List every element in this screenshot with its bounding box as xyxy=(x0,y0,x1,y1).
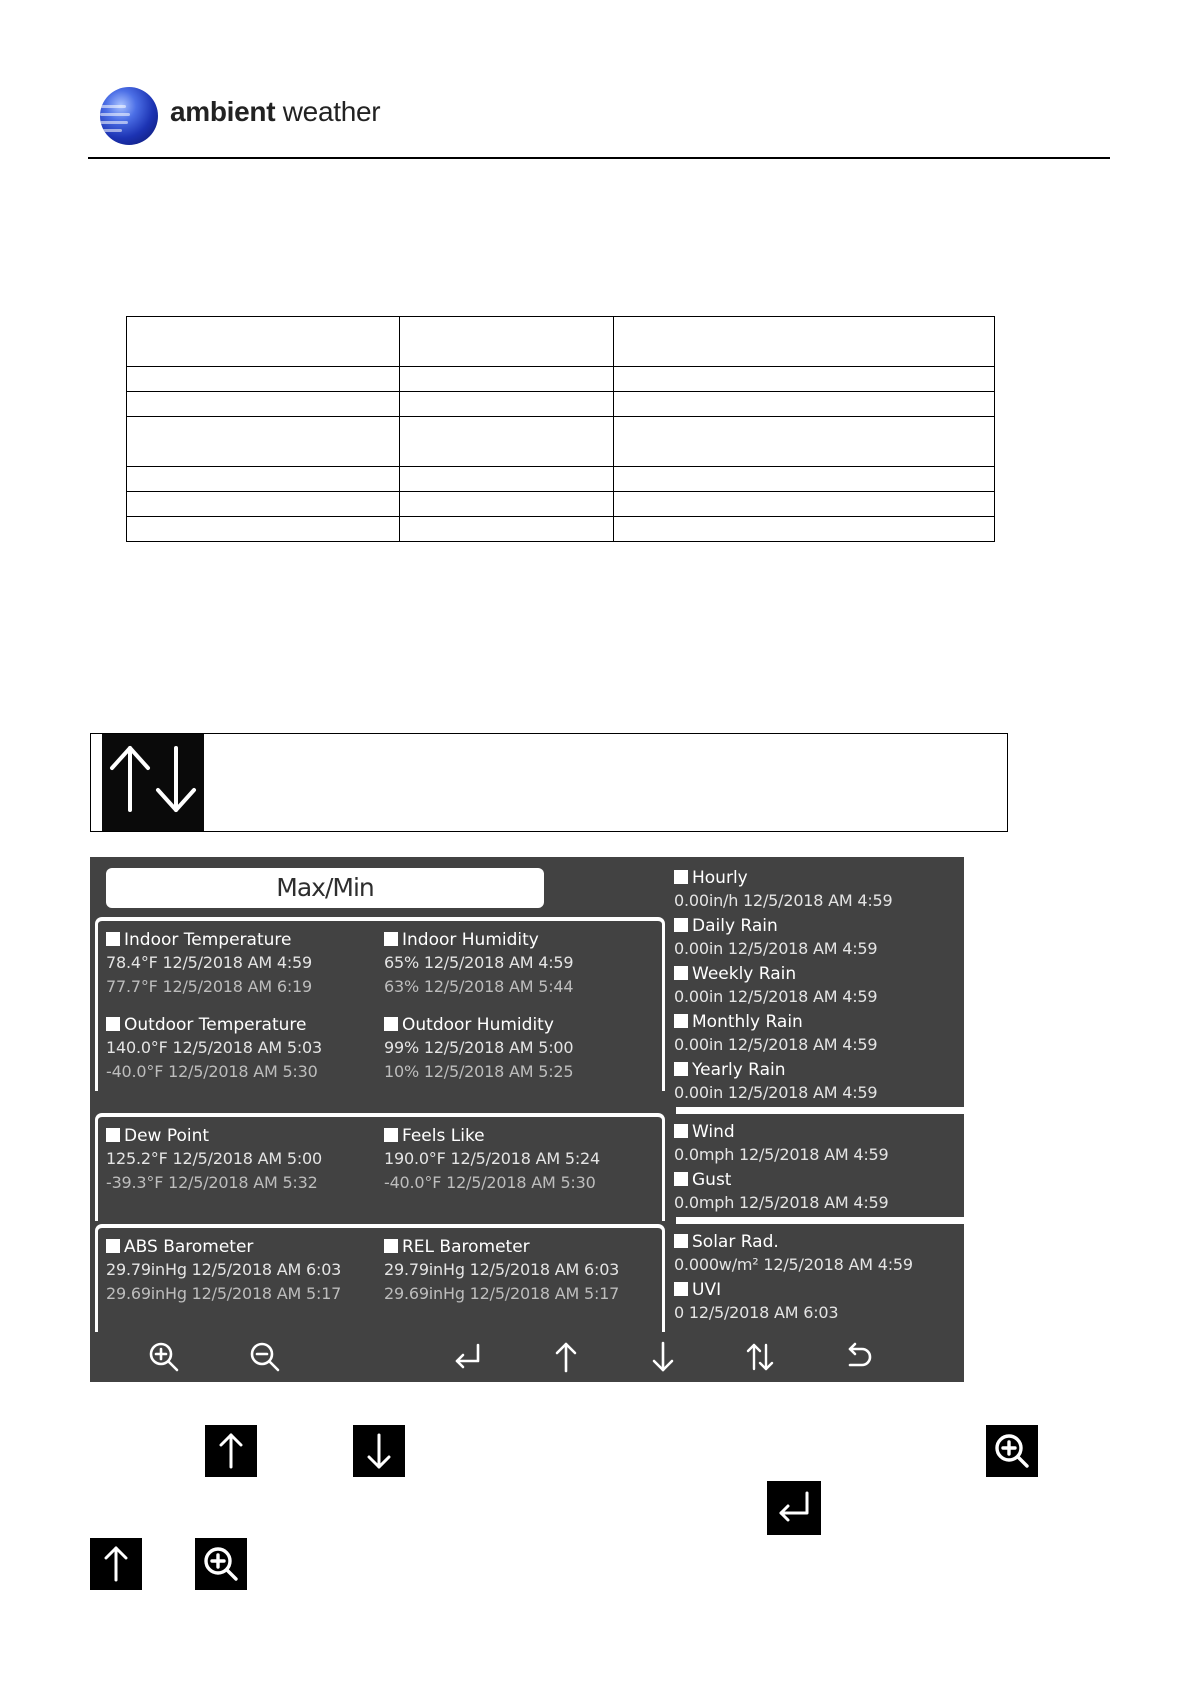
arrow-up-icon[interactable] xyxy=(548,1339,584,1375)
brand-bold: ambient xyxy=(170,96,276,127)
checkbox[interactable] xyxy=(674,1124,688,1138)
logo-icon xyxy=(100,87,158,145)
checkbox[interactable] xyxy=(674,1234,688,1248)
key-description-box xyxy=(90,733,1008,832)
reading-solar-rad[interactable]: Solar Rad. 0.000w/m² 12/5/2018 AM 4:59 xyxy=(674,1232,913,1274)
right-divider xyxy=(676,1217,964,1224)
arrow-down-icon xyxy=(353,1425,405,1477)
checkbox[interactable] xyxy=(384,1239,398,1253)
reading-weekly-rain[interactable]: Weekly Rain 0.00in 12/5/2018 AM 4:59 xyxy=(674,964,878,1006)
reading-dew-point[interactable]: Dew Point 125.2°F 12/5/2018 AM 5:00 -39.3°F 12/5/2018 AM 5:32 xyxy=(106,1126,322,1192)
checkbox[interactable] xyxy=(674,1172,688,1186)
reading-hourly[interactable]: Hourly 0.00in/h 12/5/2018 AM 4:59 xyxy=(674,868,893,910)
empty-table xyxy=(126,316,995,542)
reading-indoor-temperature[interactable]: Indoor Temperature 78.4°F 12/5/2018 AM 4:59 77.7°F 12/5/2018 AM 6:19 xyxy=(106,930,313,996)
reading-outdoor-humidity[interactable]: Outdoor Humidity 99% 12/5/2018 AM 5:00 10% 12/5/2018 AM 5:25 xyxy=(384,1015,574,1081)
reading-daily-rain[interactable]: Daily Rain 0.00in 12/5/2018 AM 4:59 xyxy=(674,916,878,958)
reading-yearly-rain[interactable]: Yearly Rain 0.00in 12/5/2018 AM 4:59 xyxy=(674,1060,878,1102)
reading-rel-barometer[interactable]: REL Barometer 29.79inHg 12/5/2018 AM 6:03 29.69inHg 12/5/2018 AM 5:17 xyxy=(384,1237,620,1303)
enter-icon[interactable] xyxy=(450,1339,486,1375)
reading-wind[interactable]: Wind 0.0mph 12/5/2018 AM 4:59 xyxy=(674,1122,889,1164)
reading-monthly-rain[interactable]: Monthly Rain 0.00in 12/5/2018 AM 4:59 xyxy=(674,1012,878,1054)
zoom-in-icon[interactable] xyxy=(146,1339,182,1375)
brand-regular: weather xyxy=(275,96,381,127)
reading-feels-like[interactable]: Feels Like 190.0°F 12/5/2018 AM 5:24 -40.0°F 12/5/2018 AM 5:30 xyxy=(384,1126,600,1192)
header-rule xyxy=(88,157,1110,159)
reading-uvi[interactable]: UVI 0 12/5/2018 AM 6:03 xyxy=(674,1280,839,1322)
checkbox[interactable] xyxy=(106,1017,120,1031)
checkbox[interactable] xyxy=(674,1282,688,1296)
zoom-in-icon xyxy=(195,1538,247,1590)
device-screen xyxy=(90,857,964,1382)
zoom-in-icon xyxy=(986,1425,1038,1477)
checkbox[interactable] xyxy=(384,1017,398,1031)
reading-abs-barometer[interactable]: ABS Barometer 29.79inHg 12/5/2018 AM 6:03 29.69inHg 12/5/2018 AM 5:17 xyxy=(106,1237,342,1303)
checkbox[interactable] xyxy=(106,932,120,946)
return-icon[interactable] xyxy=(840,1339,876,1375)
checkbox[interactable] xyxy=(674,918,688,932)
zoom-out-icon[interactable] xyxy=(247,1339,283,1375)
arrow-down-icon[interactable] xyxy=(645,1339,681,1375)
brand-name xyxy=(170,96,380,128)
arrow-up-icon xyxy=(205,1425,257,1477)
checkbox[interactable] xyxy=(106,1239,120,1253)
right-divider xyxy=(676,1107,964,1114)
checkbox[interactable] xyxy=(106,1128,120,1142)
up-down-arrows-icon[interactable] xyxy=(742,1339,778,1375)
checkbox[interactable] xyxy=(384,1128,398,1142)
checkbox[interactable] xyxy=(674,1062,688,1076)
checkbox[interactable] xyxy=(674,870,688,884)
checkbox[interactable] xyxy=(674,966,688,980)
up-down-arrows-icon xyxy=(102,734,204,831)
screen-title: Max/Min xyxy=(106,868,544,908)
arrow-up-icon xyxy=(90,1538,142,1590)
checkbox[interactable] xyxy=(674,1014,688,1028)
reading-outdoor-temperature[interactable]: Outdoor Temperature 140.0°F 12/5/2018 AM 5:03 -40.0°F 12/5/2018 AM 5:30 xyxy=(106,1015,322,1081)
reading-indoor-humidity[interactable]: Indoor Humidity 65% 12/5/2018 AM 4:59 63% 12/5/2018 AM 5:44 xyxy=(384,930,574,996)
enter-icon xyxy=(767,1481,821,1535)
reading-gust[interactable]: Gust 0.0mph 12/5/2018 AM 4:59 xyxy=(674,1170,889,1212)
checkbox[interactable] xyxy=(384,932,398,946)
